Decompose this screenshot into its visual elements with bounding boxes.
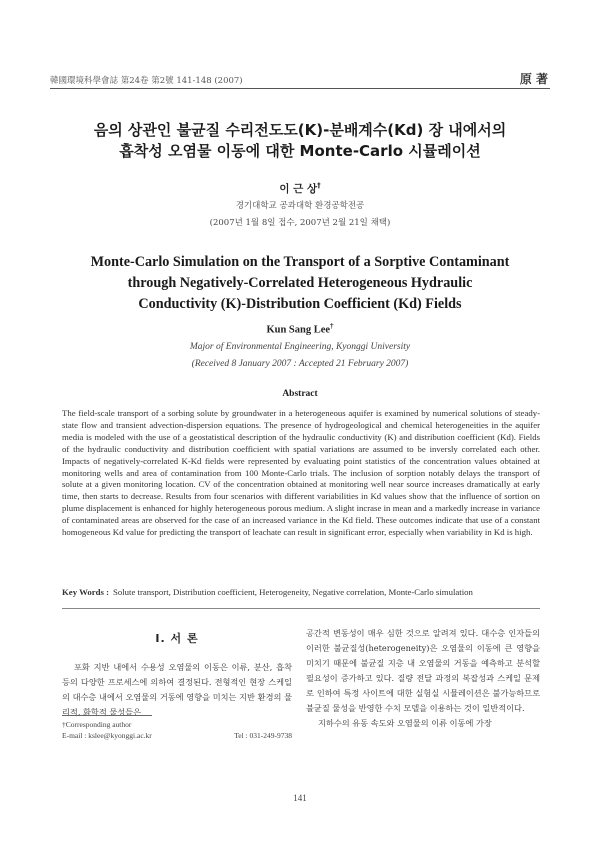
intro-paragraph-1-continued: 공간적 변동성이 매우 심한 것으로 알려져 있다. 대수층 인자들의 이러한 불균질성(heterogeneity)은 오염물의 이동에 큰 영향을 미치기 때문에 불균질 지층 내 오염물의 거동을 예측하고 분석할 필요성이 증가하고 있다. 질량 전달 과정의 복잡성과 스케일 문제로 인하여 특정 사이트에 대한 실험실 시뮬레이션은 불가능하므로 불균질 물성을 반영한 수치 모델을 이용하는 것이 일반적이다. — [306, 628, 540, 713]
intro-paragraph-2: 지하수의 유동 속도와 오염물의 이류 이동에 가장 — [318, 718, 492, 728]
keywords-text: Solute transport, Distribution coefficient, Heterogeneity, Negative correlation, Monte-Carlo simulation — [113, 587, 473, 597]
footnote — [62, 719, 292, 741]
keywords — [62, 587, 540, 597]
korean-affiliation: 경기대학교 공과대학 환경공학전공 — [235, 201, 365, 211]
english-author — [0, 322, 600, 336]
section-heading-introduction: I. 서 론 — [155, 632, 199, 645]
right-column — [306, 626, 540, 731]
footnote-email: E-mail : kslee@kyonggi.ac.kr — [62, 731, 152, 740]
english-title-line-1: Monte-Carlo Simulation on the Transport of a Sorptive Contaminant — [90, 254, 510, 270]
korean-author — [0, 181, 600, 196]
header-rule — [50, 88, 550, 89]
korean-author-mark: † — [317, 181, 321, 190]
english-author-mark: † — [330, 322, 334, 330]
korean-title — [60, 120, 540, 162]
abstract-body: The field-scale transport of a sorbing solute by groundwater in a heterogeneous aquifer is examined by numerical solutions of steady-state flow and transient advection-dispersion equations. The presence of hydrogeological and chemical heterogeneities in the aquifer media is modeled with the use of a geostatistical description of the hydraulic conductivity (K) and distribution coefficient (Kd). Fields of the hydraulic conductivity and distribution coefficient with spatial variations are assumed to be inversly correlated each other. Impacts of negatively-correlated K-Kd fields were represented by evaluating point statistics of the concentration values obtained at monitoring wells and area of contamination from 100 Monte-Carlo trials. The inclusion of sorption notably delays the transport of solute at a given monitoring location. CV of the concentration obtained at monitoring well near source increases dramatically at early time, then starts to decrease. Results from four scenarios with different variabilities in Kd values show that the influence of sortion on plume displacement is enhanced for highly heterogeneous porous medium. A slight incrase in mean and a markedly increase in variance of contaminated areas are observed for the case of an increased variance in the Kd field. These outcomes indicate that use of a constant homogeneous Kd value for predicting the transport of leachate can result in significant error, especially when variability in Kd is high. — [62, 408, 540, 538]
english-title — [55, 252, 545, 315]
keywords-rule — [62, 608, 540, 609]
english-author-name: Kun Sang Lee — [266, 324, 331, 336]
journal-citation: 韓國環境科學會誌 第24卷 第2號 141-148 (2007) — [50, 76, 243, 86]
korean-author-name: 이 근 상 — [279, 183, 318, 195]
english-title-line-3: Conductivity (K)-Distribution Coefficient (Kd) Fields — [138, 296, 462, 312]
korean-title-line-1: 음의 상관인 불균질 수리전도도(K)-분배계수(Kd) 장 내에서의 — [93, 121, 507, 139]
footnote-tel: Tel : 031-249-9738 — [234, 731, 292, 740]
article-type-label: 原 著 — [519, 72, 548, 86]
english-dates: (Received 8 January 2007 : Accepted 21 February 2007) — [191, 359, 409, 369]
footnote-rule — [62, 715, 152, 716]
intro-paragraph-1: 포화 지반 내에서 수용성 오염물의 이동은 이류, 분산, 흡착 등의 다양한 프로세스에 의하여 결정된다. 전형적인 현장 스케일의 대수층 내에서 오염물의 거동에 영향을 미치는 지반 환경의 물리적, 화학적 물성들은 — [62, 662, 292, 717]
abstract-heading: Abstract — [282, 389, 318, 399]
running-head — [50, 70, 550, 88]
korean-title-line-2: 흡착성 오염물 이동에 대한 Monte-Carlo 시뮬레이션 — [119, 142, 481, 160]
keywords-label: Key Words : — [62, 587, 109, 597]
left-column — [62, 628, 292, 720]
korean-dates: (2007년 1월 8일 접수, 2007년 2월 21일 채택) — [209, 218, 391, 228]
english-affiliation: Major of Environmental Engineering, Kyonggi University — [189, 342, 411, 352]
footnote-corresponding: †Corresponding author — [62, 720, 132, 729]
page-number: 141 — [293, 793, 307, 803]
english-title-line-2: through Negatively-Correlated Heterogeneous Hydraulic — [127, 275, 473, 291]
